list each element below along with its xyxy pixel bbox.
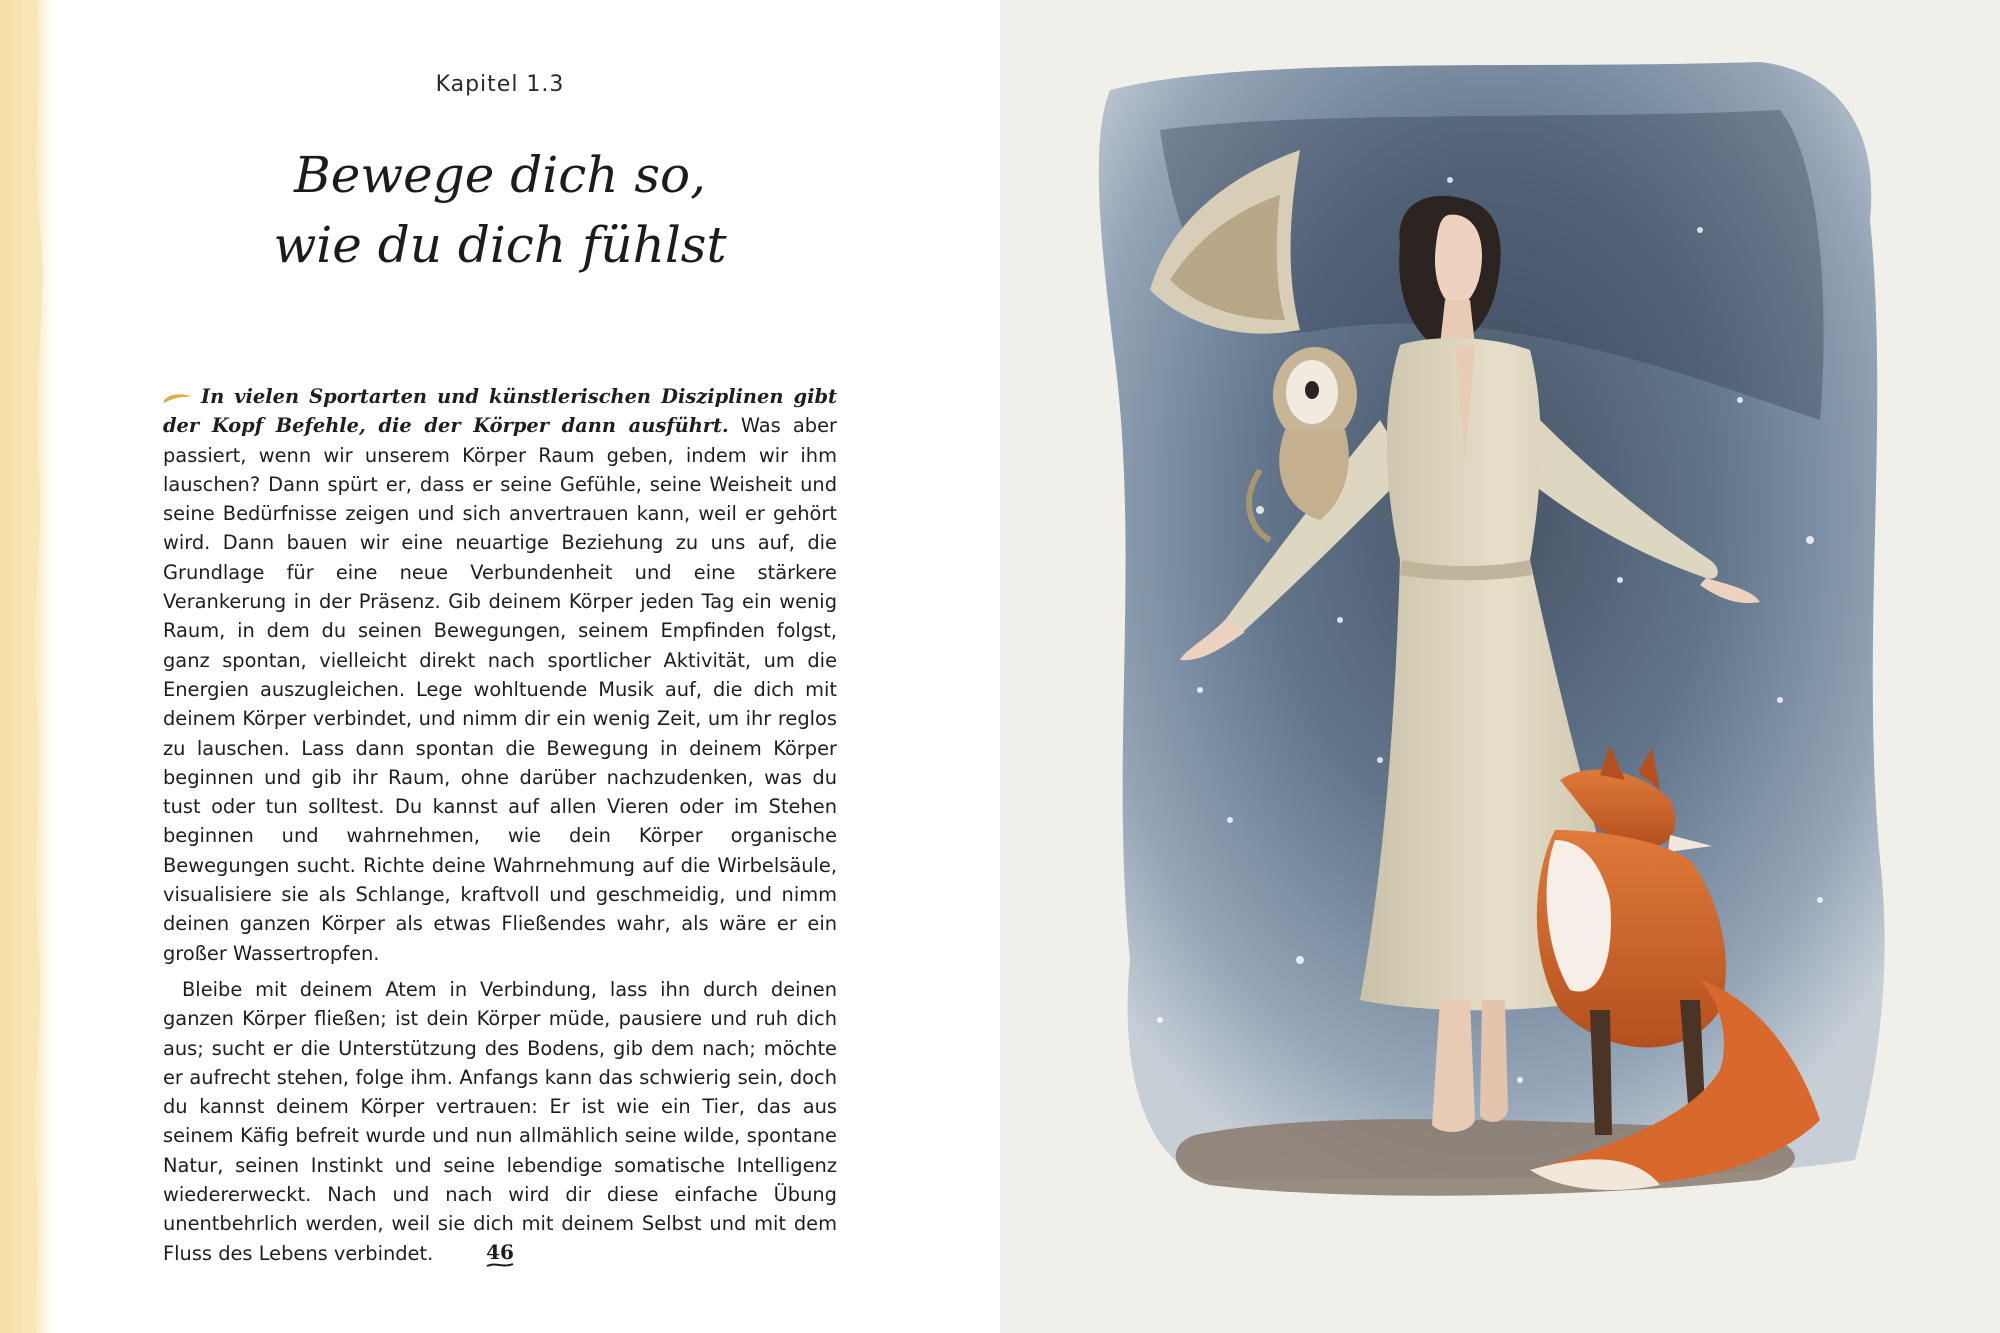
paragraph-2: Bleibe mit deinem Atem in Verbindung, lass ihn durch deinen ganzen Körper fließen; ist dein Körper müde, pausiere und ruh dich aus; sucht er die Unterstützung des Bodens, gib dem nach; möchte er aufrecht stehen, folge ihm. Anfangs kann das schwierig sein, doch du kannst deinem Körper vertrauen: Er ist wie ein Tier, das aus seinem Käfig befreit wurde und nun allmählich seine wilde, spontane Natur, seinen Instinkt und seine lebendige somatische Intelligenz wiedererweckt. Nach und nach wird dir diese einfache Übung unentbehrlich werden, weil sie dich mit deinem Selbst und mit dem Fluss des Lebens verbindet. — [163, 977, 837, 1265]
title-line-1: Bewege dich so, — [294, 146, 706, 204]
paragraph-1-text: Was aber passiert, wenn wir unserem Körper Raum geben, indem wir ihm lauschen? Dann spürt er, dass er seine Gefühle, seine Weisheit und seine Bedürfnisse zeigen und sich anvertrauen kann, weil er gehört wird. Dann bauen wir eine neuartige Beziehung zu uns auf, die Grundlage für eine neue Verbundenheit und eine stärkere Verankerung in der Präsenz. Gib deinem Körper jeden Tag ein wenig Raum, in dem du seinen Bewegungen, seinem Empfinden folgst, ganz spontan, vielleicht direkt nach sportlicher Aktivität, um die Energien auszugleichen. Lege wohltuende Musik auf, die dich mit deinem Körper verbindet, und nimm dir ein wenig Zeit, um ihr reglos zu lauschen. Lass dann spontan die Bewegung in deinem Körper beginnen und gib ihr Raum, ohne darüber nachzudenken, was du tust oder tun solltest. Du kannst auf allen Vieren oder im Stehen beginnen und wahrnehmen, wie dein Körper organische Bewegungen sucht. Richte deine Wahrnehmung auf die Wirbelsäule, visualisiere sie als Schlange, kraftvoll und geschmeidig, und nimm deinen ganzen Körper als etwas Fließendes wahr, als wäre er ein großer Wassertropfen. — [163, 414, 837, 965]
title-line-2: wie du dich fühlst — [273, 216, 727, 274]
page-number — [0, 1240, 1000, 1268]
page-number-text: 46 — [486, 1240, 514, 1264]
page-title — [0, 140, 1000, 280]
paragraph-1-lead: In vielen Sportarten und künstlerischen Disziplinen gibt der Kopf Befehle, die der Körper dann ausführt. — [163, 385, 837, 438]
body-text — [163, 382, 837, 1268]
chapter-label: Kapitel 1.3 — [435, 72, 565, 97]
paragraph-1 — [163, 382, 837, 968]
illustration-woman-owl-fox — [1000, 0, 2000, 1333]
swash-ornament-icon — [163, 391, 193, 405]
right-page — [1000, 0, 2000, 1333]
